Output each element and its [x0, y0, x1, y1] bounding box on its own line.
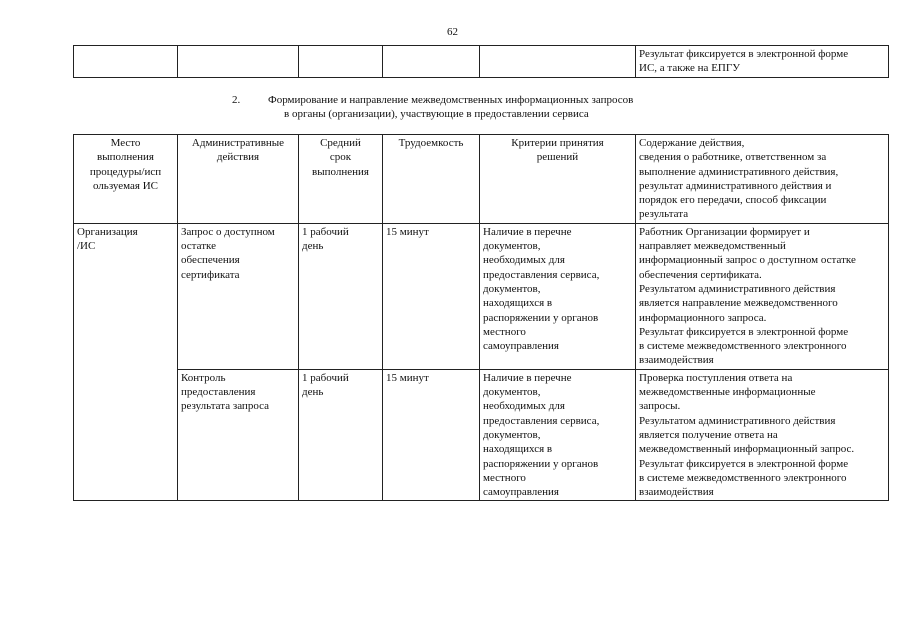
header-text: выполнения	[312, 165, 369, 178]
header-text: Трудоемкость	[398, 137, 464, 149]
cell-text: 1 рабочий	[302, 371, 349, 384]
cell-text: результата запроса	[181, 400, 269, 413]
cell-text: самоуправления	[483, 340, 559, 353]
cell-text: Результат фиксируется в электронной форме	[639, 457, 849, 470]
cell-text: 15 минут	[386, 371, 429, 384]
header-text: результата	[639, 208, 689, 221]
cell-text: предоставления сервиса,	[483, 268, 600, 281]
cell-text: документов,	[483, 240, 541, 253]
cell-action	[178, 369, 299, 501]
header-text: выполнение административного действия,	[639, 165, 839, 178]
cell-text: обеспечения сертификата.	[639, 268, 762, 281]
header-labor	[383, 135, 480, 224]
cell-text: взаимодействия	[639, 486, 714, 499]
cell-text: в системе межведомственного электронного	[639, 340, 847, 353]
cell-action	[178, 223, 299, 369]
cell-text: документов,	[483, 282, 541, 295]
header-term	[299, 135, 383, 224]
header-text: Средний	[320, 137, 361, 149]
table-row	[74, 223, 889, 369]
header-text: Содержание действия,	[639, 137, 745, 149]
cell-text: ИС, а также на ЕПГУ	[639, 62, 740, 75]
cell-text: предоставления	[181, 386, 256, 399]
cell-text: межведомственные информационные	[639, 386, 816, 399]
cell-text: Результатом административного действия	[639, 282, 836, 295]
header-text: выполнения	[97, 151, 154, 164]
cell-text: Работник Организации формирует и	[639, 225, 810, 238]
header-text: Место	[110, 137, 141, 149]
cell-text: документов,	[483, 428, 541, 441]
cell-text: Запрос о доступном	[181, 225, 275, 238]
cell-text: местного	[483, 325, 526, 338]
header-text: срок	[329, 151, 352, 164]
table-cell	[636, 46, 889, 78]
cell-text: Организация	[77, 225, 138, 238]
cell-text: в системе межведомственного электронного	[639, 471, 847, 484]
header-content	[636, 135, 889, 224]
cell-text: 15 минут	[386, 225, 429, 238]
cell-text: необходимых для	[483, 254, 565, 267]
cell-criteria	[480, 223, 636, 369]
cell-text: остатке	[181, 240, 216, 253]
cell-text: Результатом административного действия	[639, 414, 836, 427]
cell-text: сертификата	[181, 268, 240, 281]
cell-criteria	[480, 369, 636, 501]
cell-text: местного	[483, 471, 526, 484]
header-text: сведения о работнике, ответственном за	[639, 151, 827, 164]
header-actions	[178, 135, 299, 224]
header-criteria	[480, 135, 636, 224]
cell-text: самоуправления	[483, 486, 559, 499]
table-cell	[74, 46, 178, 78]
page-number: 62	[447, 26, 458, 38]
cell-text: распоряжении у органов	[483, 311, 599, 324]
cell-text: находящихся в	[483, 443, 553, 456]
cell-text: обеспечения	[181, 254, 240, 267]
cell-text: взаимодействия	[639, 354, 714, 367]
cell-text: предоставления сервиса,	[483, 414, 600, 427]
header-text: процедуры/исп	[89, 165, 162, 178]
table-header-row	[74, 135, 889, 224]
table-cell	[480, 46, 636, 78]
cell-text: 1 рабочий	[302, 225, 349, 238]
cell-text: является направление межведомственного	[639, 297, 838, 310]
cell-text: Результат фиксируется в электронной форме	[639, 325, 849, 338]
table-cell	[383, 46, 480, 78]
cell-text: распоряжении у органов	[483, 457, 599, 470]
cell-text: Наличие в перечне	[483, 225, 572, 238]
cell-text: документов,	[483, 386, 541, 399]
cell-content	[636, 369, 889, 501]
cell-text: направляет межведомственный	[639, 240, 786, 253]
cell-text: является получение ответа на	[639, 428, 778, 441]
cell-text: Результат фиксируется в электронной форме	[639, 48, 849, 60]
cell-text: информационного запроса.	[639, 311, 767, 324]
continued-table-row	[73, 45, 889, 78]
header-text: Административные	[191, 137, 285, 149]
header-text: результат административного действия и	[639, 179, 832, 192]
cell-text: /ИС	[77, 240, 96, 253]
cell-text: день	[302, 386, 324, 399]
header-text: действия	[216, 151, 260, 164]
cell-text: информационный запрос о доступном остатке	[639, 254, 856, 267]
header-text: Критерии принятия	[511, 137, 604, 149]
section-title-line: в органы (организации), участвующие в предоставлении сервиса	[284, 108, 589, 120]
cell-term	[299, 223, 383, 369]
table-row	[74, 369, 889, 501]
cell-text: необходимых для	[483, 400, 565, 413]
header-text: решений	[536, 151, 579, 164]
table-cell	[178, 46, 299, 78]
header-text: порядок его передачи, способ фиксации	[639, 194, 827, 207]
procedure-table	[73, 134, 889, 501]
cell-labor	[383, 223, 480, 369]
cell-place	[74, 223, 178, 501]
cell-content	[636, 223, 889, 369]
cell-text: день	[302, 240, 324, 253]
cell-term	[299, 369, 383, 501]
cell-text: межведомственный информационный запрос.	[639, 443, 855, 456]
header-text: ользуемая ИС	[92, 179, 159, 192]
section-number: 2.	[232, 94, 241, 106]
table-row	[74, 46, 889, 78]
cell-text: Наличие в перечне	[483, 371, 572, 384]
cell-labor	[383, 369, 480, 501]
section-title-line: Формирование и направление межведомственных информационных запросов	[268, 94, 634, 106]
cell-text: Проверка поступления ответа на	[639, 371, 793, 384]
cell-text: Контроль	[181, 371, 226, 384]
table-cell	[299, 46, 383, 78]
header-place	[74, 135, 178, 224]
cell-text: запросы.	[639, 400, 681, 413]
cell-text: находящихся в	[483, 297, 553, 310]
